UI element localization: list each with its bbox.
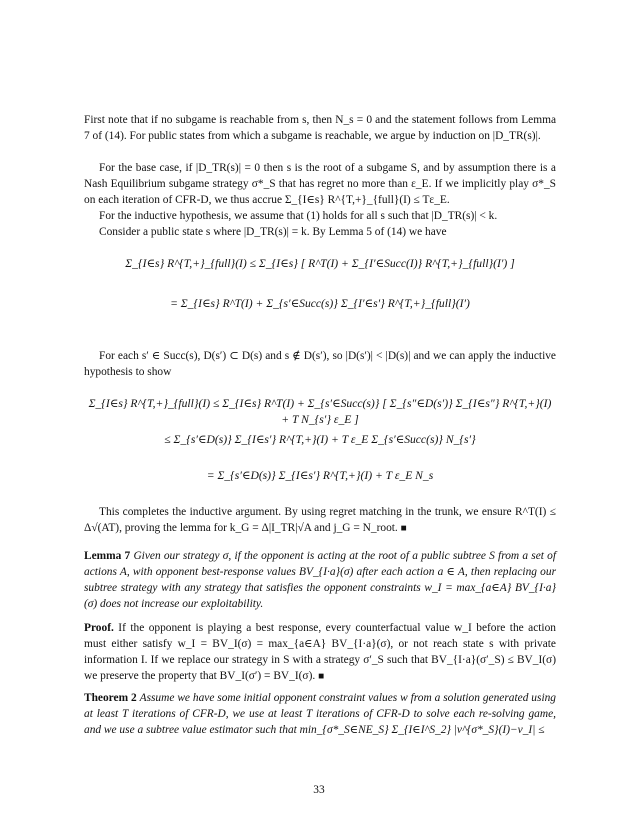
paragraph-public-state: Consider a public state s where |D_TR(s)| = k. By Lemma 5 of (14) we have xyxy=(99,226,447,238)
equation-2-line-3: = Σ_{s′∈D(s)} Σ_{I∈s′} R^{T,+}(I) + T ε_E N_s xyxy=(206,469,434,482)
paragraph-conclusion xyxy=(84,504,556,537)
paragraph-intro: First note that if no subgame is reachable from s, then N_s = 0 and the statement follows from Lemma 7 of (14). For public states from which a subgame is reachable, we argue by induction on |D_TR(s)|. xyxy=(84,114,556,142)
paragraph-base-case: For the base case, if |D_TR(s)| = 0 then s is the root of a subgame S, and by assumption there is a Nash Equilibrium subgame strategy σ*_S that has regret no more than ε_E. If we implicitly play σ*_S on each iteration of CFR-D, we thus accrue Σ_{I∈s} R^{T,+}_{full}(I) ≤ Tε_E. xyxy=(84,162,556,206)
proof-block xyxy=(84,620,556,685)
equation-2-line-1: Σ_{I∈s} R^{T,+}_{full}(I) ≤ Σ_{I∈s} R^T(I) + Σ_{s′∈Succ(s)} [ Σ_{s″∈D(s′)} Σ_{I∈s″} R^{T,+}(I) + T N_{s′} ε_E ] xyxy=(88,397,552,426)
equation-1-line-2: = Σ_{I∈s} R^T(I) + Σ_{s′∈Succ(s)} Σ_{I′∈s′} R^{T,+}_{full}(I′) xyxy=(170,297,470,310)
qed-symbol-proof: ■ xyxy=(318,671,325,682)
paragraph-inductive-hypothesis: For the inductive hypothesis, we assume that (1) holds for all s such that |D_TR(s)| < k. xyxy=(99,210,498,222)
theorem-2-label: Theorem 2 xyxy=(84,692,137,704)
theorem-2-statement: Assume we have some initial opponent constraint values w from a solution generated using at least T iterations of CFR-D, we use at least T iterations of CFR-D to solve each re-solving game, and we use a subtree value estimator such that min_{σ*_S∈NE_S} Σ_{I∈I^S_2} |v^{σ*_S}(I)−v_I| ≤ xyxy=(84,692,556,736)
proof-label: Proof. xyxy=(84,622,114,634)
qed-symbol: ■ xyxy=(400,523,407,534)
equation-2-line-2: ≤ Σ_{s′∈D(s)} Σ_{I∈s′} R^{T,+}(I) + T ε_E Σ_{s′∈Succ(s)} N_{s′} xyxy=(164,433,476,446)
theorem-2 xyxy=(84,690,556,738)
equation-1-line-1: Σ_{I∈s} R^{T,+}_{full}(I) ≤ Σ_{I∈s} [ R^T(I) + Σ_{I′∈Succ(I)} R^{T,+}_{full}(I′) ] xyxy=(125,257,515,270)
lemma-7 xyxy=(84,548,556,612)
proof-text: If the opponent is playing a best response, every counterfactual value w_I before the action must either satisfy w_I = BV_I(σ) = max_{a∈A} BV_{I·a}(σ), or not reach state s with private information I. If we replace our strategy in S with a strategy σ′_S such that BV_{I·a}(σ′_S) ≤ BV_I(σ) we preserve the property that BV_I(σ′) = BV_I(σ). xyxy=(84,622,556,682)
paragraph-successors: For each s′ ∈ Succ(s), D(s′) ⊂ D(s) and s ∉ D(s′), so |D(s′)| < |D(s)| and we can apply the inductive hypothesis to show xyxy=(84,350,556,378)
lemma-7-label: Lemma 7 xyxy=(84,550,131,562)
lemma-7-statement: Given our strategy σ, if the opponent is acting at the root of a public subtree S from a set of actions A, with opponent best-response values BV_{I·a}(σ) after each action a ∈ A, then replacing our subtree strategy with any strategy that satisfies the opponent constraints w_I = max_{a∈A} BV_{I·a}(σ) does not increase our exploitability. xyxy=(84,550,556,610)
page-number: 33 xyxy=(313,784,325,796)
conclusion-text: This completes the inductive argument. By using regret matching in the trunk, we ensure R^T(I) ≤ Δ√(AT), proving the lemma for k_G = Δ|I_TR|√A and j_G = N_root. xyxy=(84,506,556,534)
